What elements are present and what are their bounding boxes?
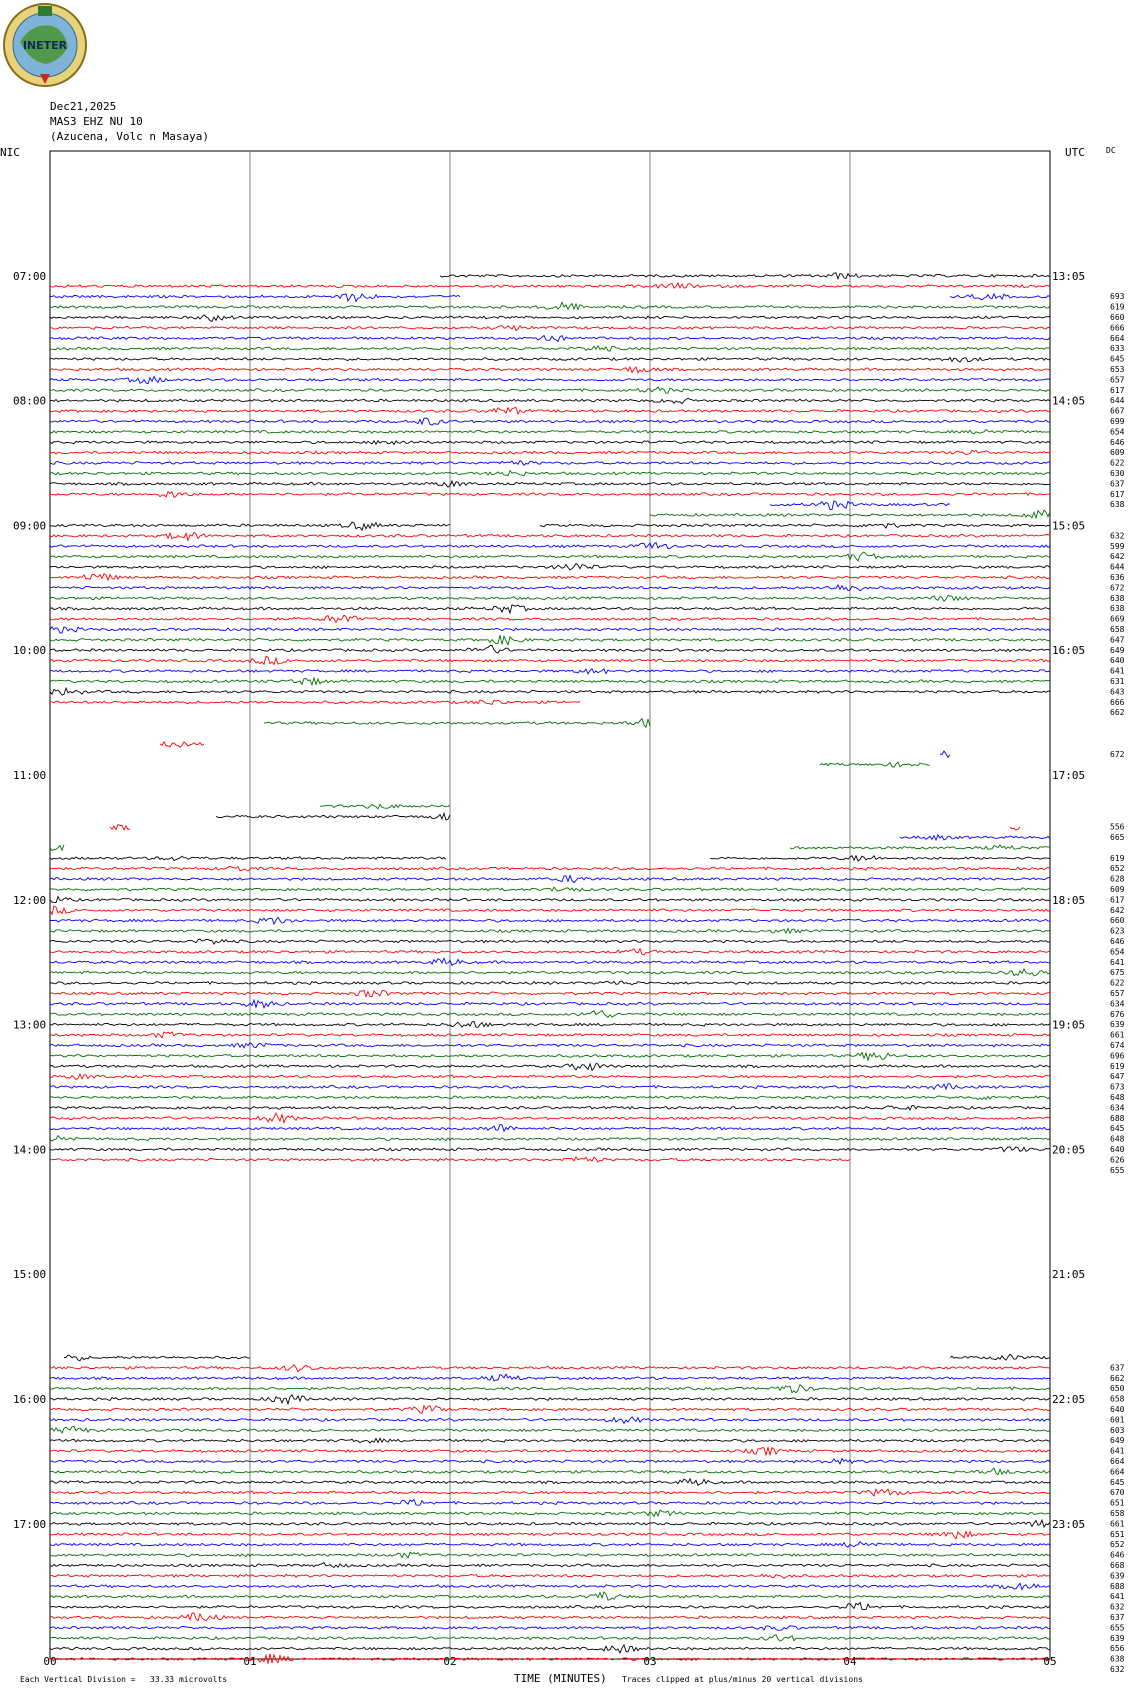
trace-amplitude-label: 619 xyxy=(1110,1061,1125,1071)
seismic-trace xyxy=(50,595,1050,601)
trace-amplitude-label: 641 xyxy=(1110,1446,1125,1456)
trace-amplitude-label: 633 xyxy=(1110,344,1125,354)
left-hour-label: 07:00 xyxy=(13,269,47,283)
logo-text: INETER xyxy=(22,39,68,52)
seismic-trace xyxy=(50,450,1050,454)
seismic-trace xyxy=(50,1043,1050,1048)
trace-amplitude-label: 657 xyxy=(1110,375,1125,385)
trace-amplitude-label: 638 xyxy=(1110,1654,1125,1664)
trace-amplitude-label: 630 xyxy=(1110,469,1125,478)
station-location: (Azucena, Volc n Masaya) xyxy=(50,130,209,143)
trace-amplitude-label: 648 xyxy=(1110,1134,1125,1144)
seismic-trace xyxy=(160,742,204,748)
left-hour-label: 09:00 xyxy=(13,519,47,533)
seismic-trace xyxy=(50,949,1050,955)
seismic-trace xyxy=(50,1542,1050,1548)
seismic-trace xyxy=(50,700,580,705)
seismic-trace xyxy=(50,615,1050,622)
seismic-trace xyxy=(50,574,1050,580)
trace-amplitude-label: 646 xyxy=(1110,437,1125,447)
trace-amplitude-label: 656 xyxy=(1110,1644,1125,1654)
trace-amplitude-label: 652 xyxy=(1110,864,1125,874)
seismic-trace xyxy=(50,1583,1050,1589)
right-hour-label: 13:05 xyxy=(1052,269,1086,283)
trace-amplitude-label: 644 xyxy=(1110,396,1125,406)
trace-amplitude-label: 636 xyxy=(1110,573,1125,582)
left-hour-label: 14:00 xyxy=(13,1143,47,1157)
seismic-trace xyxy=(50,1032,1050,1038)
trace-amplitude-label: 638 xyxy=(1110,593,1125,603)
seismic-trace xyxy=(50,856,446,860)
trace-amplitude-label: 622 xyxy=(1110,978,1125,988)
seismic-trace xyxy=(50,430,1050,434)
seismic-trace xyxy=(216,813,450,820)
trace-amplitude-label: 632 xyxy=(1110,1665,1125,1674)
x-tick-label: 03 xyxy=(643,1655,657,1668)
trace-amplitude-label: 647 xyxy=(1110,1072,1125,1082)
seismic-trace xyxy=(50,441,1050,445)
seismic-trace xyxy=(50,958,1050,965)
seismic-trace xyxy=(50,1635,1050,1641)
right-hour-label: 16:05 xyxy=(1052,644,1086,658)
seismic-trace xyxy=(50,688,1050,695)
trace-amplitude-label: 672 xyxy=(1110,583,1125,593)
seismic-trace xyxy=(50,845,64,851)
trace-amplitude-label: 631 xyxy=(1110,677,1125,686)
seismic-trace xyxy=(50,542,1050,548)
seismic-trace xyxy=(50,1074,1050,1079)
seismic-trace xyxy=(50,1563,1050,1568)
seismic-trace xyxy=(50,1113,1050,1122)
seismic-trace xyxy=(50,1011,1050,1018)
seismic-trace xyxy=(50,398,1050,403)
trace-amplitude-label: 666 xyxy=(1110,323,1125,333)
seismic-trace xyxy=(50,346,1050,351)
trace-amplitude-label: 609 xyxy=(1110,885,1125,894)
seismic-trace xyxy=(50,1438,1050,1443)
trace-amplitude-label: 637 xyxy=(1110,479,1125,489)
seismic-trace xyxy=(50,1468,1050,1475)
trace-amplitude-label: 641 xyxy=(1110,666,1125,676)
trace-amplitude-label: 639 xyxy=(1110,1633,1125,1643)
right-hour-label: 14:05 xyxy=(1052,394,1086,408)
trace-amplitude-label: 642 xyxy=(1110,905,1125,915)
seismic-trace xyxy=(790,845,1050,849)
seismic-trace xyxy=(820,762,930,767)
seismic-trace xyxy=(50,627,1050,633)
seismic-trace xyxy=(320,804,450,809)
trace-amplitude-label: 648 xyxy=(1110,1093,1125,1102)
seismic-trace xyxy=(50,1427,1050,1433)
trace-amplitude-label: 662 xyxy=(1110,1373,1125,1383)
left-hour-label: 15:00 xyxy=(13,1268,47,1282)
trace-amplitude-label: 651 xyxy=(1110,1529,1125,1539)
seismic-trace xyxy=(50,1136,1050,1142)
trace-amplitude-label: 651 xyxy=(1110,1498,1125,1508)
trace-amplitude-label: 664 xyxy=(1110,333,1125,343)
seismic-trace xyxy=(50,1479,1050,1486)
trace-amplitude-label: 619 xyxy=(1110,853,1125,863)
corner-label: DC xyxy=(1106,146,1116,155)
trace-amplitude-label: 647 xyxy=(1110,635,1125,645)
left-hour-label: 08:00 xyxy=(13,394,47,408)
trace-amplitude-label: 653 xyxy=(1110,365,1125,374)
seismic-trace xyxy=(50,283,1050,288)
trace-amplitude-label: 609 xyxy=(1110,448,1125,458)
seismic-trace xyxy=(50,492,1050,498)
trace-amplitude-label: 623 xyxy=(1110,926,1125,936)
seismic-trace xyxy=(50,1499,1050,1505)
seismic-trace xyxy=(50,866,1050,871)
trace-amplitude-label: 640 xyxy=(1110,1145,1125,1154)
seismic-trace xyxy=(50,367,1050,373)
trace-amplitude-label: 655 xyxy=(1110,1623,1125,1633)
seismic-trace xyxy=(50,357,1050,362)
seismic-trace xyxy=(50,645,1050,653)
seismic-trace xyxy=(50,1603,1050,1610)
trace-amplitude-label: 676 xyxy=(1110,1009,1125,1019)
trace-amplitude-label: 642 xyxy=(1110,552,1125,562)
seismic-trace xyxy=(50,564,1050,570)
seismic-trace xyxy=(50,461,1050,466)
trace-amplitude-label: 668 xyxy=(1110,1561,1125,1570)
trace-amplitude-label: 634 xyxy=(1110,999,1125,1009)
right-axis-label: UTC xyxy=(1065,146,1085,159)
trace-amplitude-label: 632 xyxy=(1110,531,1125,541)
left-hour-label: 13:00 xyxy=(13,1018,47,1032)
trace-amplitude-label: 599 xyxy=(1110,541,1125,551)
left-hour-label: 17:00 xyxy=(13,1517,47,1531)
seismic-trace xyxy=(50,1613,1050,1621)
scale-note: Each Vertical Division = 33.33 microvolts xyxy=(20,1675,228,1684)
trace-amplitude-label: 660 xyxy=(1110,916,1125,926)
trace-amplitude-label: 638 xyxy=(1110,500,1125,510)
right-hour-label: 19:05 xyxy=(1052,1018,1086,1032)
trace-amplitude-label: 556 xyxy=(1110,822,1125,832)
trace-amplitude-label: 672 xyxy=(1110,749,1125,759)
trace-amplitude-label: 662 xyxy=(1110,708,1125,718)
seismic-trace xyxy=(50,387,1050,393)
trace-amplitude-label: 626 xyxy=(1110,1155,1125,1165)
left-hour-label: 11:00 xyxy=(13,769,47,782)
trace-amplitude-label: 646 xyxy=(1110,1550,1125,1560)
x-tick-label: 00 xyxy=(43,1655,57,1668)
trace-amplitude-label: 652 xyxy=(1110,1540,1125,1550)
trace-amplitude-label: 658 xyxy=(1110,1394,1125,1404)
seismic-trace xyxy=(940,751,950,757)
seismic-trace xyxy=(900,835,1050,840)
trace-amplitude-label: 628 xyxy=(1110,874,1125,884)
station-code: MAS3 EHZ NU 10 xyxy=(50,115,143,128)
seismic-trace xyxy=(50,1574,1050,1578)
left-axis-label: NIC xyxy=(0,146,20,159)
trace-amplitude-label: 664 xyxy=(1110,1457,1125,1466)
seismic-trace xyxy=(50,1022,1050,1028)
seismic-trace xyxy=(50,418,1050,425)
seismic-trace xyxy=(110,825,130,830)
trace-amplitude-label: 665 xyxy=(1110,833,1125,842)
seismic-trace xyxy=(540,524,1050,529)
seismic-trace xyxy=(50,656,1050,664)
trace-amplitude-label: 649 xyxy=(1110,1436,1125,1446)
seismic-trace xyxy=(50,1052,1050,1060)
seismic-trace xyxy=(50,1084,1050,1090)
seismic-trace xyxy=(50,1645,1050,1653)
seismic-trace xyxy=(50,552,1050,561)
trace-amplitude-label: 632 xyxy=(1110,1602,1125,1612)
seismic-trace xyxy=(50,1406,1050,1414)
seismic-trace xyxy=(50,481,1050,487)
trace-amplitude-label: 649 xyxy=(1110,645,1125,655)
seismic-trace xyxy=(264,719,650,728)
left-hour-label: 10:00 xyxy=(13,644,47,658)
x-tick-label: 04 xyxy=(843,1655,857,1668)
x-tick-label: 02 xyxy=(443,1655,457,1668)
seismic-trace xyxy=(50,990,1050,996)
trace-amplitude-label: 654 xyxy=(1110,427,1125,437)
seismic-trace xyxy=(50,1395,1050,1404)
trace-amplitude-label: 640 xyxy=(1110,656,1125,666)
seismic-trace xyxy=(50,294,460,302)
x-tick-label: 01 xyxy=(243,1655,257,1668)
trace-amplitude-label: 675 xyxy=(1110,968,1125,978)
seismic-trace xyxy=(50,1063,1050,1070)
seismic-trace xyxy=(50,929,1050,934)
trace-amplitude-label: 688 xyxy=(1110,1113,1125,1123)
clip-note: Traces clipped at plus/minus 20 vertical divisions xyxy=(622,1675,863,1684)
seismic-trace xyxy=(50,917,1050,924)
trace-amplitude-label: 641 xyxy=(1110,957,1125,967)
trace-amplitude-label: 669 xyxy=(1110,614,1125,624)
seismic-trace xyxy=(50,635,1050,645)
left-hour-label: 12:00 xyxy=(13,893,47,907)
seismic-trace xyxy=(50,1489,1050,1496)
right-hour-label: 15:05 xyxy=(1052,519,1086,533)
seismic-trace xyxy=(50,1417,1050,1424)
trace-amplitude-label: 640 xyxy=(1110,1405,1125,1414)
trace-amplitude-label: 601 xyxy=(1110,1415,1125,1425)
trace-amplitude-label: 664 xyxy=(1110,1467,1125,1477)
seismic-trace xyxy=(770,501,950,510)
seismic-trace xyxy=(50,1147,1050,1152)
seismic-trace xyxy=(50,1106,1050,1111)
seismic-trace xyxy=(50,1531,1050,1538)
plot-frame xyxy=(50,151,1050,1659)
seismic-trace xyxy=(50,1626,1050,1631)
seismic-trace xyxy=(50,302,1050,309)
right-hour-label: 21:05 xyxy=(1052,1268,1086,1282)
trace-amplitude-label: 660 xyxy=(1110,313,1125,322)
right-hour-label: 18:05 xyxy=(1052,893,1086,907)
trace-amplitude-label: 644 xyxy=(1110,562,1125,572)
trace-amplitude-label: 658 xyxy=(1110,1509,1125,1518)
trace-amplitude-label: 637 xyxy=(1110,1613,1125,1622)
seismic-trace xyxy=(950,294,1050,300)
seismic-trace xyxy=(50,1365,1050,1372)
seismic-trace xyxy=(50,1096,1050,1100)
trace-amplitude-label: 617 xyxy=(1110,385,1125,395)
seismic-trace xyxy=(50,585,1050,591)
trace-amplitude-label: 673 xyxy=(1110,1082,1125,1092)
record-date: Dec21,2025 xyxy=(50,100,117,113)
seismic-trace xyxy=(50,1125,1050,1132)
trace-amplitude-label: 641 xyxy=(1110,1592,1125,1602)
trace-amplitude-label: 643 xyxy=(1110,687,1125,697)
right-hour-label: 17:05 xyxy=(1052,769,1086,782)
trace-amplitude-label: 603 xyxy=(1110,1425,1125,1435)
trace-amplitude-label: 639 xyxy=(1110,1020,1125,1030)
trace-amplitude-label: 654 xyxy=(1110,947,1125,957)
trace-amplitude-label: 693 xyxy=(1110,292,1125,302)
left-hour-label: 16:00 xyxy=(13,1393,47,1406)
seismic-trace xyxy=(50,1510,1050,1516)
trace-amplitude-label: 634 xyxy=(1110,1103,1125,1113)
seismic-trace xyxy=(50,1592,1050,1600)
right-hour-label: 20:05 xyxy=(1052,1143,1086,1157)
trace-amplitude-label: 650 xyxy=(1110,1384,1125,1394)
seismic-trace xyxy=(50,1385,1050,1393)
seismic-trace xyxy=(50,1374,1050,1381)
seismic-trace xyxy=(50,939,1050,944)
trace-amplitude-label: 661 xyxy=(1110,1030,1125,1040)
trace-amplitude-label: 667 xyxy=(1110,406,1125,416)
seismic-trace xyxy=(50,605,1050,613)
ineter-logo xyxy=(2,2,88,88)
trace-amplitude-label: 674 xyxy=(1110,1041,1125,1050)
x-axis-title: TIME (MINUTES) xyxy=(514,1672,607,1685)
trace-amplitude-label: 696 xyxy=(1110,1051,1125,1061)
seismic-trace xyxy=(50,969,1050,976)
trace-amplitude-label: 661 xyxy=(1110,1519,1125,1529)
seismic-trace xyxy=(50,1459,1050,1464)
seismic-trace xyxy=(50,1448,1050,1455)
seismic-trace xyxy=(50,1000,1050,1008)
trace-amplitude-label: 619 xyxy=(1110,302,1125,312)
seismic-trace xyxy=(50,678,1050,685)
trace-amplitude-label: 617 xyxy=(1110,489,1125,499)
seismic-trace xyxy=(710,856,1050,861)
seismic-trace xyxy=(440,273,1050,279)
seismic-trace xyxy=(50,326,1050,331)
seismic-trace xyxy=(50,532,1050,540)
trace-amplitude-label: 688 xyxy=(1110,1581,1125,1591)
seismic-trace xyxy=(50,906,1050,914)
seismic-trace xyxy=(50,887,1050,891)
trace-amplitude-label: 699 xyxy=(1110,417,1125,426)
trace-amplitude-label: 646 xyxy=(1110,937,1125,946)
trace-amplitude-label: 637 xyxy=(1110,1363,1125,1373)
trace-amplitude-label: 617 xyxy=(1110,895,1125,905)
trace-amplitude-label: 655 xyxy=(1110,1165,1125,1175)
seismic-trace xyxy=(50,315,1050,322)
x-tick-label: 05 xyxy=(1043,1655,1057,1668)
seismic-trace xyxy=(1010,827,1020,830)
trace-amplitude-label: 645 xyxy=(1110,1124,1125,1134)
right-hour-label: 23:05 xyxy=(1052,1517,1086,1531)
trace-amplitude-label: 666 xyxy=(1110,697,1125,707)
trace-amplitude-label: 670 xyxy=(1110,1488,1125,1498)
trace-amplitude-label: 645 xyxy=(1110,1477,1125,1487)
seismic-trace xyxy=(50,1552,1050,1558)
seismic-trace xyxy=(50,336,1050,342)
seismic-trace xyxy=(50,876,1050,883)
seismic-trace xyxy=(950,1354,1050,1360)
trace-amplitude-label: 645 xyxy=(1110,354,1125,364)
seismic-trace xyxy=(50,669,1050,674)
right-hour-label: 22:05 xyxy=(1052,1393,1086,1406)
trace-amplitude-label: 639 xyxy=(1110,1571,1125,1581)
seismic-trace xyxy=(50,471,1050,476)
trace-amplitude-label: 658 xyxy=(1110,625,1125,634)
seismic-trace xyxy=(50,407,1050,414)
seismic-trace xyxy=(50,981,1050,985)
seismic-trace xyxy=(64,1355,250,1361)
seismic-trace xyxy=(50,897,1050,903)
trace-amplitude-label: 622 xyxy=(1110,458,1125,468)
trace-amplitude-label: 638 xyxy=(1110,604,1125,614)
trace-amplitude-label: 657 xyxy=(1110,989,1125,998)
seismic-trace xyxy=(50,1520,1050,1527)
seismic-trace xyxy=(50,377,1050,384)
